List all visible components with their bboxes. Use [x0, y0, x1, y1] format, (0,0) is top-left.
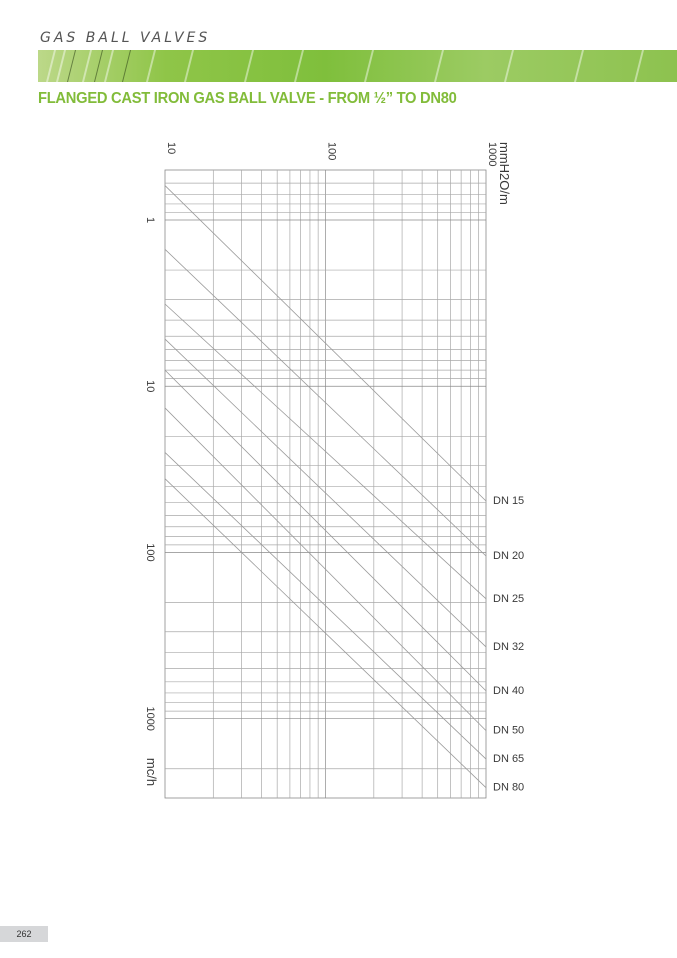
axis-labels	[144, 142, 524, 794]
pressure-tick-label: 100	[325, 142, 338, 161]
section-title: GAS BALL VALVES	[40, 30, 211, 46]
vertical-grid	[213, 170, 478, 798]
series-label: DN 40	[493, 684, 525, 697]
pressure-tick-label: 1000	[486, 142, 498, 167]
pressure-tick-label: 10	[165, 142, 177, 155]
flow-tick-label: 10	[144, 380, 156, 393]
series-label: DN 65	[493, 753, 525, 766]
series-label: DN 25	[493, 592, 525, 605]
series-label: DN 80	[493, 781, 525, 794]
series-label: DN 20	[493, 549, 525, 562]
series-label: DN 50	[493, 724, 525, 737]
pressure-axis-label: mmH2O/m	[497, 142, 512, 205]
flow-tick-label: 1000	[144, 706, 156, 731]
series-label: DN 15	[493, 494, 525, 507]
flow-axis-label: mc/h	[144, 757, 159, 787]
page-number: 262	[0, 926, 48, 942]
page-heading: FLANGED CAST IRON GAS BALL VALVE - FROM ½” TO DN80	[38, 90, 457, 107]
series-label: DN 32	[493, 640, 525, 653]
flow-tick-label: 1	[144, 216, 156, 224]
flow-tick-label: 100	[144, 543, 156, 562]
